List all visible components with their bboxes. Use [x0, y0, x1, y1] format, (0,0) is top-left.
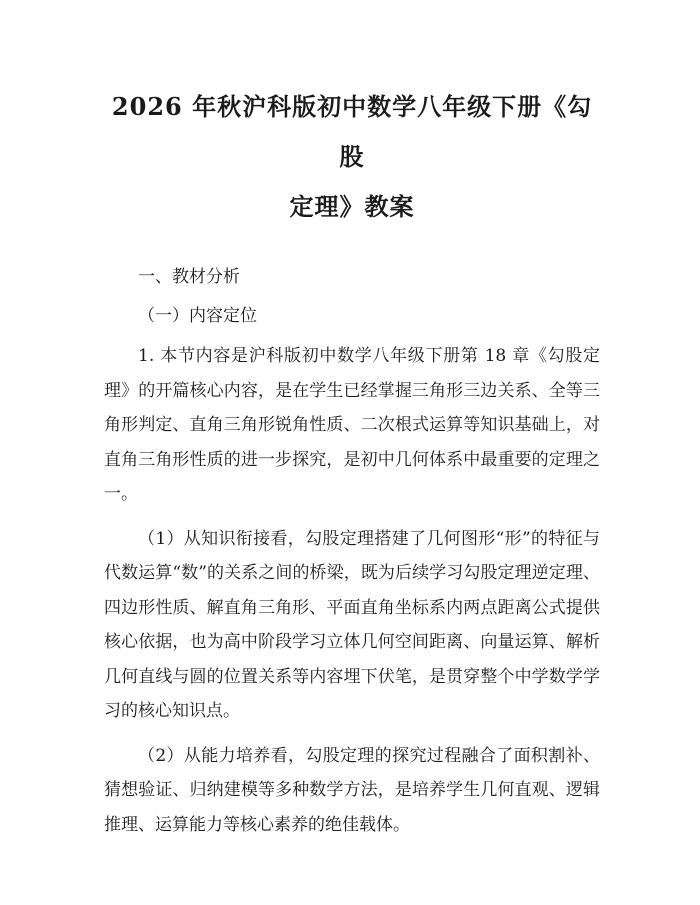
- paragraph-3: （2）从能力培养看，勾股定理的探究过程融合了面积割补、猜想验证、归纳建模等多种数学方法，是培养学生几何直观、逻辑推理、运算能力等核心素养的绝佳载体。: [104, 745, 600, 835]
- subsection-heading: （一）内容定位: [138, 305, 257, 326]
- document-body: [104, 260, 600, 842]
- document-title: [104, 82, 600, 232]
- title-line-1: 2026 年秋沪科版初中数学八年级下册《勾股: [111, 92, 593, 171]
- section-heading: 一、教材分析: [138, 267, 240, 287]
- paragraph-2: （1）从知识衔接看，勾股定理搭建了几何图形“形”的特征与代数运算“数”的关系之间的桥梁，既为后续学习勾股定理逆定理、四边形性质、解直角三角形、平面直角坐标系内两点距离公式提供核心依据，也为高中阶段学习立体几何空间距离、向量运算、解析几何直线与圆的位置关系等内容埋下伏笔，是贯穿整个中学数学学习的核心知识点。: [104, 528, 600, 721]
- title-line-2: 定理》教案: [289, 192, 415, 221]
- paragraph-1: 1. 本节内容是沪科版初中数学八年级下册第 18 章《勾股定理》的开篇核心内容，是在学生已经掌握三角形三边关系、全等三角形判定、直角三角形锐角性质、二次根式运算等知识基础上，对直角三角形性质的进一步探究，是初中几何体系中最重要的定理之一。: [104, 346, 600, 504]
